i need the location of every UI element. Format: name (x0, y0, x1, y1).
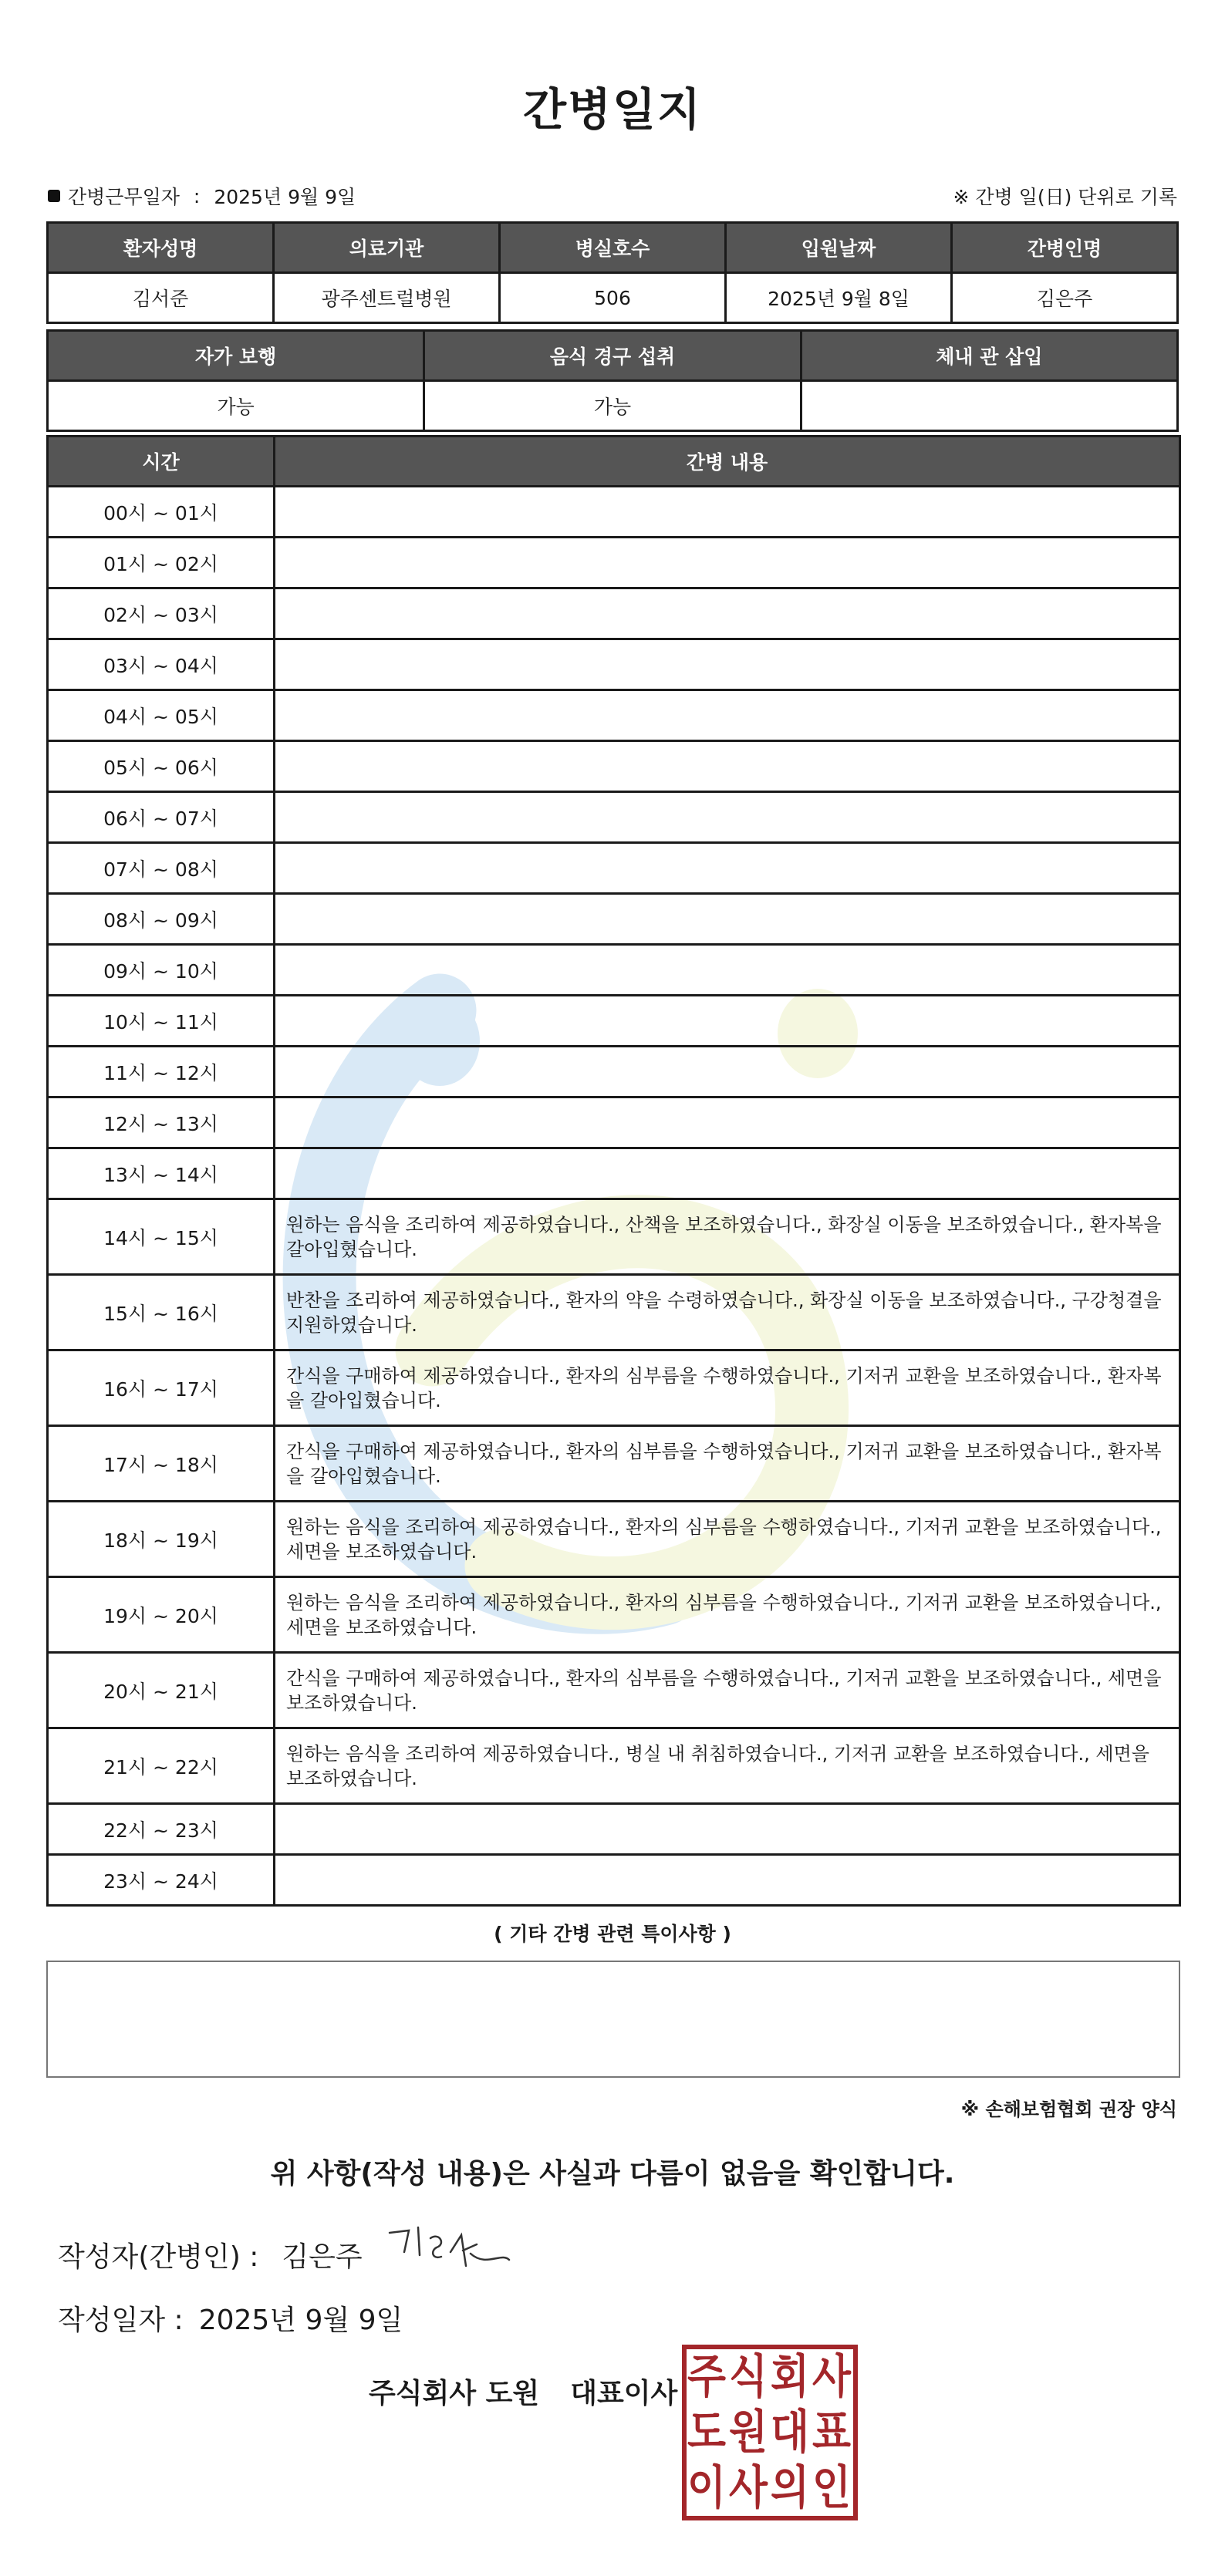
stamp-glyph: 인 (812, 2461, 851, 2515)
stamp-glyph: 식 (729, 2350, 768, 2404)
special-notes-box (46, 1961, 1180, 2078)
unit-note: ※ 간병 일(日) 단위로 기록 (953, 186, 1177, 208)
header-room-number: 병실호수 (500, 223, 726, 273)
table-row (48, 1047, 1180, 1097)
care-content-cell: 원하는 음식을 조리하여 제공하였습니다., 환자의 심부름을 수행하였습니다., 기저귀 교환을 보조하였습니다., 세면을 보조하였습니다. (275, 1502, 1180, 1577)
time-cell: 15시 ~ 16시 (48, 1275, 275, 1350)
time-cell: 06시 ~ 07시 (48, 792, 275, 843)
table-row (48, 894, 1180, 945)
patient-name: 김서준 (48, 273, 274, 323)
time-cell: 02시 ~ 03시 (48, 588, 275, 639)
table-row (48, 487, 1180, 538)
self-walking-value: 가능 (48, 381, 424, 431)
patient-info-table (46, 221, 1179, 324)
header-time: 시간 (48, 437, 275, 487)
care-content-cell (275, 588, 1180, 639)
care-content-cell (275, 843, 1180, 894)
table-row (48, 1855, 1180, 1906)
company-seal-stamp (682, 2345, 858, 2520)
writer-name: 김은주 (282, 2241, 363, 2273)
care-content-cell: 간식을 구매하여 제공하였습니다., 환자의 심부름을 수행하였습니다., 기저귀 교환을 보조하였습니다., 환자복을 갈아입혔습니다. (275, 1426, 1180, 1502)
company-role: 대표이사 (570, 2378, 678, 2409)
table-row (48, 843, 1180, 894)
table-row (48, 945, 1180, 996)
care-content-cell: 원하는 음식을 조리하여 제공하였습니다., 산책을 보조하였습니다., 화장실 이동을 보조하였습니다., 환자복을 갈아입혔습니다. (275, 1199, 1180, 1275)
header-tube-insertion: 체내 관 삽입 (801, 331, 1177, 381)
stamp-glyph: 사 (729, 2461, 768, 2515)
care-content-cell (275, 1047, 1180, 1097)
stamp-glyph: 원 (729, 2406, 768, 2460)
time-cell: 11시 ~ 12시 (48, 1047, 275, 1097)
care-content-cell: 반찬을 조리하여 제공하였습니다., 환자의 약을 수령하였습니다., 화장실 이동을 보조하였습니다., 구강청결을 지원하였습니다. (275, 1275, 1180, 1350)
care-content-cell (275, 538, 1180, 588)
document-title: 간병일지 (522, 83, 703, 136)
stamp-glyph: 대 (771, 2406, 809, 2460)
care-content-cell (275, 945, 1180, 996)
time-cell: 21시 ~ 22시 (48, 1728, 275, 1804)
time-cell: 14시 ~ 15시 (48, 1199, 275, 1275)
handwritten-signature (386, 2221, 517, 2283)
hospital-name: 광주센트럴병원 (274, 273, 500, 323)
table-row (48, 1653, 1180, 1728)
care-content-cell (275, 996, 1180, 1047)
table-row (48, 1275, 1180, 1350)
admission-date: 2025년 9월 8일 (726, 273, 952, 323)
stamp-glyph: 회 (771, 2350, 809, 2404)
care-content-cell (275, 1804, 1180, 1855)
time-cell: 09시 ~ 10시 (48, 945, 275, 996)
care-log-table (46, 435, 1181, 1907)
table-row (48, 1097, 1180, 1148)
room-number: 506 (500, 273, 726, 323)
form-note: ※ 손해보험협회 권장 양식 (960, 2099, 1177, 2120)
time-cell: 03시 ~ 04시 (48, 639, 275, 690)
table-row (48, 588, 1180, 639)
table-row (48, 538, 1180, 588)
table-row (48, 1502, 1180, 1577)
time-cell: 01시 ~ 02시 (48, 538, 275, 588)
caregiver-name: 김은주 (952, 273, 1178, 323)
oral-intake-value: 가능 (424, 381, 801, 431)
stamp-glyph: 이 (687, 2461, 726, 2515)
table-row (48, 690, 1180, 741)
company-name: 주식회사 도원 (369, 2378, 540, 2409)
table-row (48, 1426, 1180, 1502)
write-date-line (58, 2298, 403, 2338)
table-row (48, 1728, 1180, 1804)
care-content-cell (275, 1148, 1180, 1199)
time-cell: 05시 ~ 06시 (48, 741, 275, 792)
writer-label: 작성자(간병인) : (58, 2241, 259, 2273)
header-caregiver-name: 간병인명 (952, 223, 1178, 273)
stamp-glyph: 의 (771, 2461, 809, 2515)
care-content-cell (275, 690, 1180, 741)
time-cell: 13시 ~ 14시 (48, 1148, 275, 1199)
header-patient-name: 환자성명 (48, 223, 274, 273)
care-content-cell: 원하는 음식을 조리하여 제공하였습니다., 병실 내 취침하였습니다., 기저귀 교환을 보조하였습니다., 세면을 보조하였습니다. (275, 1728, 1180, 1804)
care-content-cell: 간식을 구매하여 제공하였습니다., 환자의 심부름을 수행하였습니다., 기저귀 교환을 보조하였습니다., 세면을 보조하였습니다. (275, 1653, 1180, 1728)
time-cell: 19시 ~ 20시 (48, 1577, 275, 1653)
special-notes-title: ( 기타 간병 관련 특이사항 ) (494, 1923, 731, 1945)
time-cell: 22시 ~ 23시 (48, 1804, 275, 1855)
header-hospital: 의료기관 (274, 223, 500, 273)
care-content-cell (275, 1855, 1180, 1906)
work-date-label: 간병근무일자 (68, 186, 180, 208)
care-content-cell (275, 741, 1180, 792)
time-cell: 08시 ~ 09시 (48, 894, 275, 945)
care-content-cell (275, 639, 1180, 690)
table-row (48, 996, 1180, 1047)
care-content-cell: 간식을 구매하여 제공하였습니다., 환자의 심부름을 수행하였습니다., 기저귀 교환을 보조하였습니다., 환자복을 갈아입혔습니다. (275, 1350, 1180, 1426)
time-cell: 00시 ~ 01시 (48, 487, 275, 538)
time-cell: 07시 ~ 08시 (48, 843, 275, 894)
header-care-content: 간병 내용 (275, 437, 1180, 487)
confirmation-statement: 위 사항(작성 내용)은 사실과 다름이 없음을 확인합니다. (270, 2158, 955, 2190)
time-cell: 18시 ~ 19시 (48, 1502, 275, 1577)
table-row (48, 1577, 1180, 1653)
stamp-glyph: 도 (687, 2406, 727, 2460)
table-row (48, 1804, 1180, 1855)
time-cell: 23시 ~ 24시 (48, 1855, 275, 1906)
work-date (48, 182, 356, 210)
company-line (369, 2372, 677, 2411)
care-content-cell (275, 487, 1180, 538)
care-content-cell (275, 894, 1180, 945)
work-date-value: 2025년 9월 9일 (214, 186, 356, 208)
write-date-label: 작성일자 : (58, 2305, 184, 2336)
care-content-cell: 원하는 음식을 조리하여 제공하였습니다., 환자의 심부름을 수행하였습니다., 기저귀 교환을 보조하였습니다., 세면을 보조하였습니다. (275, 1577, 1180, 1653)
bullet-square-icon (48, 190, 60, 202)
header-admission-date: 입원날짜 (726, 223, 952, 273)
table-row (48, 1148, 1180, 1199)
time-cell: 10시 ~ 11시 (48, 996, 275, 1047)
time-cell: 17시 ~ 18시 (48, 1426, 275, 1502)
care-content-cell (275, 792, 1180, 843)
time-cell: 16시 ~ 17시 (48, 1350, 275, 1426)
table-row (48, 1350, 1180, 1426)
work-date-colon: : (193, 184, 201, 207)
table-row (48, 639, 1180, 690)
care-content-cell (275, 1097, 1180, 1148)
tube-insertion-value (801, 381, 1177, 431)
time-cell: 20시 ~ 21시 (48, 1653, 275, 1728)
table-row (48, 792, 1180, 843)
time-cell: 12시 ~ 13시 (48, 1097, 275, 1148)
header-self-walking: 자가 보행 (48, 331, 424, 381)
time-cell: 04시 ~ 05시 (48, 690, 275, 741)
stamp-glyph: 주 (687, 2350, 727, 2404)
write-date-value: 2025년 9월 9일 (198, 2305, 403, 2336)
patient-status-table (46, 329, 1179, 432)
stamp-glyph: 표 (812, 2406, 852, 2460)
table-row (48, 741, 1180, 792)
writer-line (58, 2235, 363, 2274)
header-oral-intake: 음식 경구 섭취 (424, 331, 801, 381)
table-row (48, 1199, 1180, 1275)
stamp-glyph: 사 (812, 2350, 852, 2404)
